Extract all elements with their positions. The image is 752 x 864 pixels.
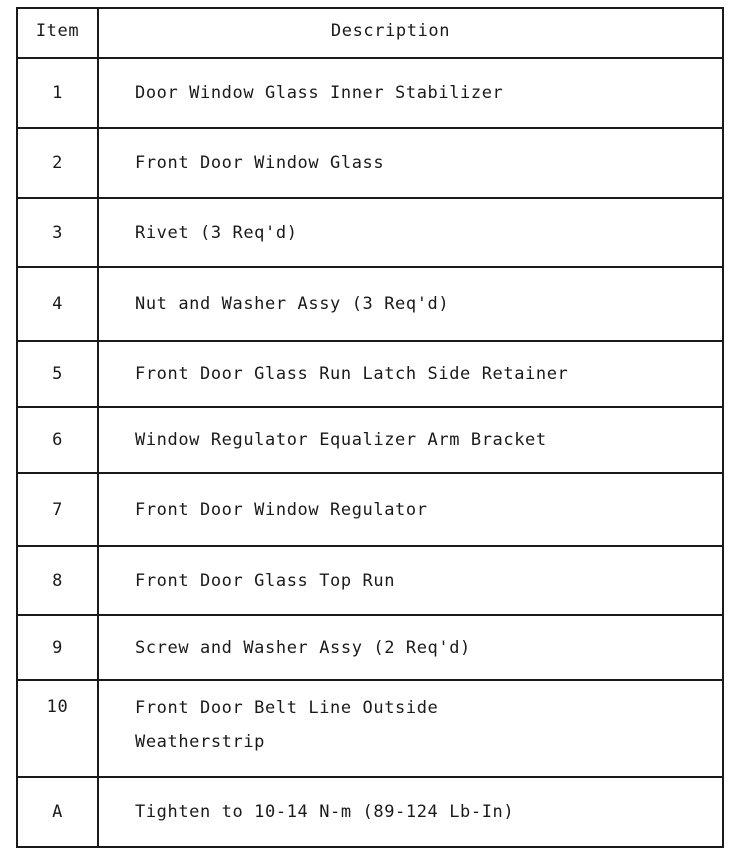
item-number: 6 — [17, 407, 98, 473]
table-row — [17, 777, 723, 847]
item-description — [98, 680, 723, 777]
table-row — [17, 680, 723, 777]
item-number: 8 — [17, 546, 98, 615]
header-description: Description — [98, 8, 723, 58]
item-description: Nut and Washer Assy (3 Req'd) — [98, 267, 723, 341]
item-description: Rivet (3 Req'd) — [98, 198, 723, 267]
table-row — [17, 128, 723, 198]
parts-table — [16, 7, 724, 848]
table-row — [17, 615, 723, 680]
table-row — [17, 407, 723, 473]
header-row — [17, 8, 723, 58]
item-number: 3 — [17, 198, 98, 267]
item-description: Front Door Window Regulator — [98, 473, 723, 546]
item-number: 1 — [17, 58, 98, 128]
item-description-line: Front Door Belt Line Outside — [135, 698, 439, 718]
header-item: Item — [17, 8, 98, 58]
item-description: Window Regulator Equalizer Arm Bracket — [98, 407, 723, 473]
table-row — [17, 473, 723, 546]
item-description: Screw and Washer Assy (2 Req'd) — [98, 615, 723, 680]
table-row — [17, 267, 723, 341]
table-row — [17, 198, 723, 267]
item-description: Front Door Glass Top Run — [98, 546, 723, 615]
item-description: Front Door Glass Run Latch Side Retainer — [98, 341, 723, 407]
item-description: Tighten to 10-14 N-m (89-124 Lb-In) — [98, 777, 723, 847]
item-description: Door Window Glass Inner Stabilizer — [98, 58, 723, 128]
item-description-line: Weatherstrip — [135, 732, 266, 752]
table-row — [17, 58, 723, 128]
item-description: Front Door Window Glass — [98, 128, 723, 198]
item-number: 9 — [17, 615, 98, 680]
item-number: 7 — [17, 473, 98, 546]
item-number: 2 — [17, 128, 98, 198]
table-row — [17, 546, 723, 615]
item-number: 5 — [17, 341, 98, 407]
item-number: A — [17, 777, 98, 847]
table-row — [17, 341, 723, 407]
item-number: 4 — [17, 267, 98, 341]
item-number: 10 — [17, 680, 98, 777]
